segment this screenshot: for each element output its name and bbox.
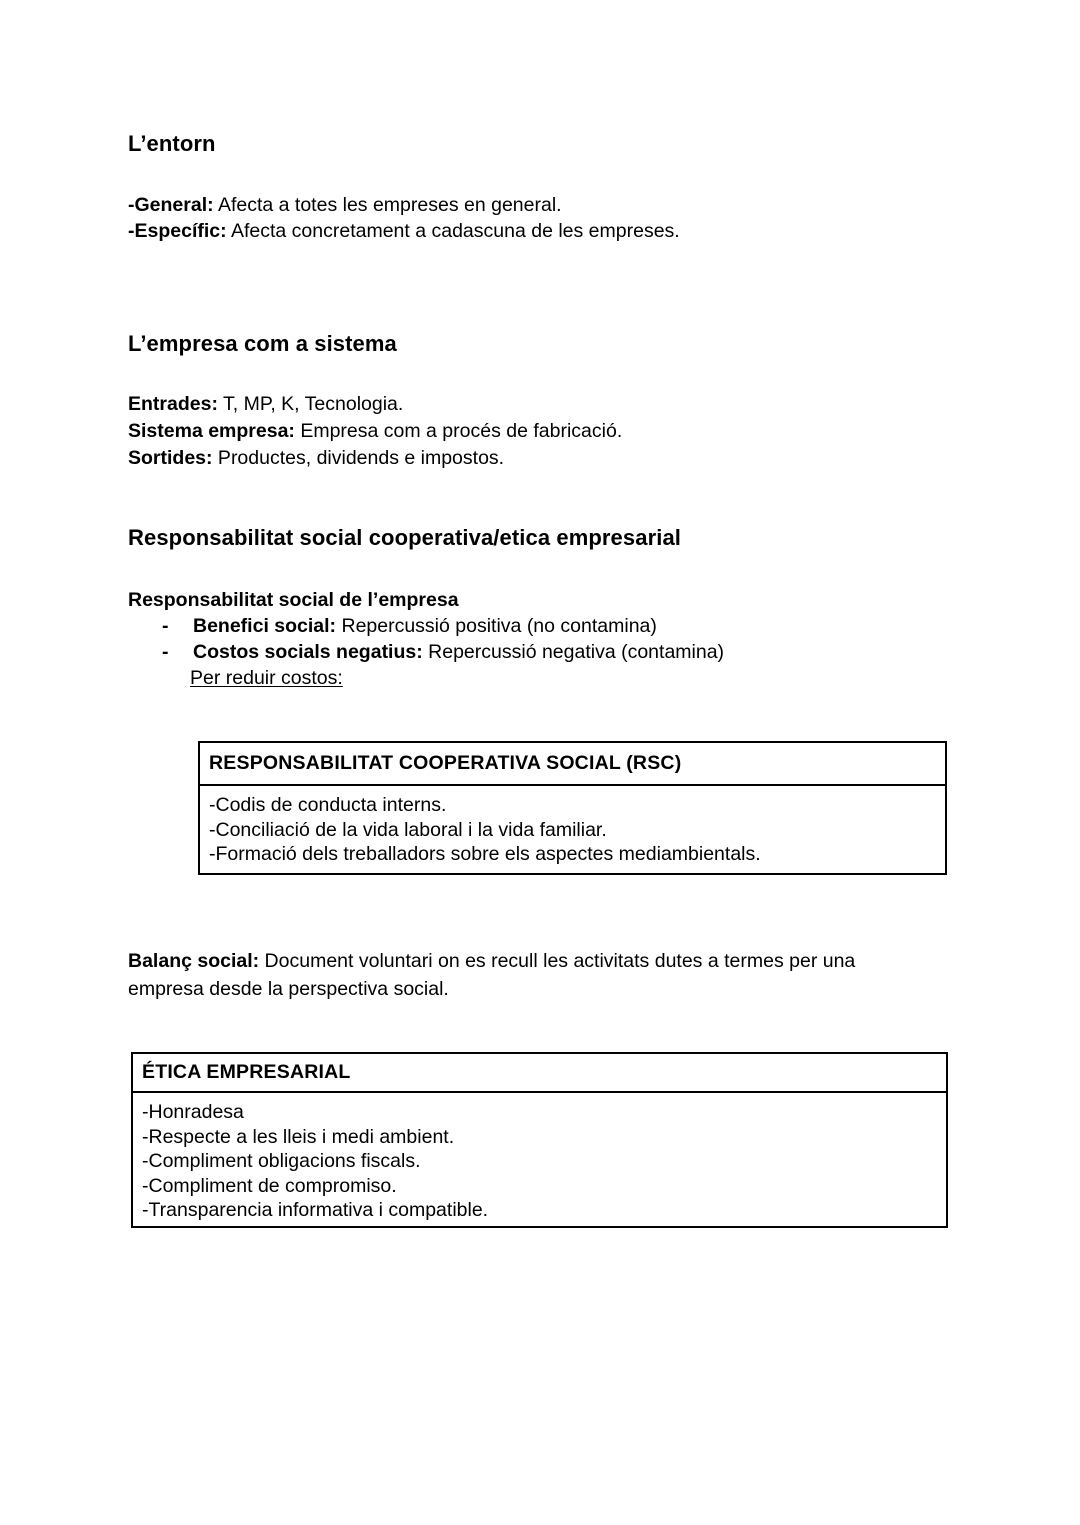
sistema-empresa-lead: Sistema empresa:: [128, 420, 295, 442]
note-per-reduir-costos: Per reduir costos:: [190, 667, 343, 689]
etica-item: -Compliment de compromiso.: [142, 1174, 397, 1197]
sistema-sortides-text: Productes, dividends e impostos.: [212, 447, 505, 469]
entorn-especific-text: Afecta concretament a cadascuna de les empreses.: [226, 220, 680, 242]
subheading-responsabilitat-social-empresa: Responsabilitat social de l’empresa: [128, 589, 459, 611]
sistema-entrades-text: T, MP, K, Tecnologia.: [217, 393, 404, 415]
bullet-benefici-text: Repercussió positiva (no contamina): [336, 615, 657, 637]
sistema-entrades-lead: Entrades:: [128, 393, 218, 415]
entorn-especific-lead: -Específic:: [128, 220, 227, 242]
entorn-line-general: [128, 193, 562, 218]
rsc-item: -Codis de conducta interns.: [209, 794, 447, 816]
section-heading-responsabilitat-social: Responsabilitat social cooperativa/etica empresarial: [128, 525, 681, 550]
etica-item: -Respecte a les lleis i medi ambient.: [142, 1125, 455, 1148]
bullet-costos-lead: Costos socials negatius:: [193, 641, 423, 663]
rsc-table: [198, 741, 947, 875]
sistema-line-sortides: [128, 446, 504, 471]
sistema-sortides-lead: Sortides:: [128, 447, 213, 469]
entorn-general-lead: -General:: [128, 194, 214, 216]
balanc-social-paragraph: [128, 947, 918, 1003]
rsc-item: -Conciliació de la vida laboral i la vida familiar.: [209, 818, 607, 841]
entorn-general-text: Afecta a totes les empreses en general.: [213, 194, 562, 216]
etica-table-body: [133, 1093, 946, 1223]
rsc-table-body: [200, 786, 945, 867]
bullet-benefici-lead: Benefici social:: [193, 615, 337, 637]
sistema-line-entrades: [128, 392, 403, 417]
section-heading-lentorn: L’entorn: [128, 131, 216, 156]
sistema-line-sistema-empresa: [128, 419, 622, 444]
bullet-dash-icon: -: [162, 615, 169, 637]
bullet-costos-text: Repercussió negativa (contamina): [422, 641, 725, 663]
balanc-social-text: Document voluntari on es recull les activitats dutes a termes per una empresa desde la perspectiva social.: [128, 950, 856, 1000]
etica-empresarial-table: [131, 1052, 948, 1228]
bullet-costos-socials-negatius: [193, 640, 724, 665]
bullet-benefici-social: [193, 614, 657, 639]
etica-table-header: ÉTICA EMPRESARIAL: [133, 1054, 946, 1093]
rsc-table-header: RESPONSABILITAT COOPERATIVA SOCIAL (RSC): [200, 743, 945, 786]
bullet-dash-icon: -: [162, 641, 169, 663]
balanc-social-lead: Balanç social:: [128, 950, 260, 972]
entorn-line-especific: [128, 219, 680, 244]
rsc-item: -Formació dels treballadors sobre els aspectes mediambientals.: [209, 843, 761, 865]
section-heading-lempresa-com-a-sistema: L’empresa com a sistema: [128, 331, 397, 356]
etica-item: -Honradesa: [142, 1101, 244, 1123]
etica-item: -Compliment obligacions fiscals.: [142, 1150, 421, 1172]
etica-item: -Transparencia informativa i compatible.: [142, 1199, 489, 1221]
sistema-empresa-text: Empresa com a procés de fabricació.: [294, 420, 623, 442]
